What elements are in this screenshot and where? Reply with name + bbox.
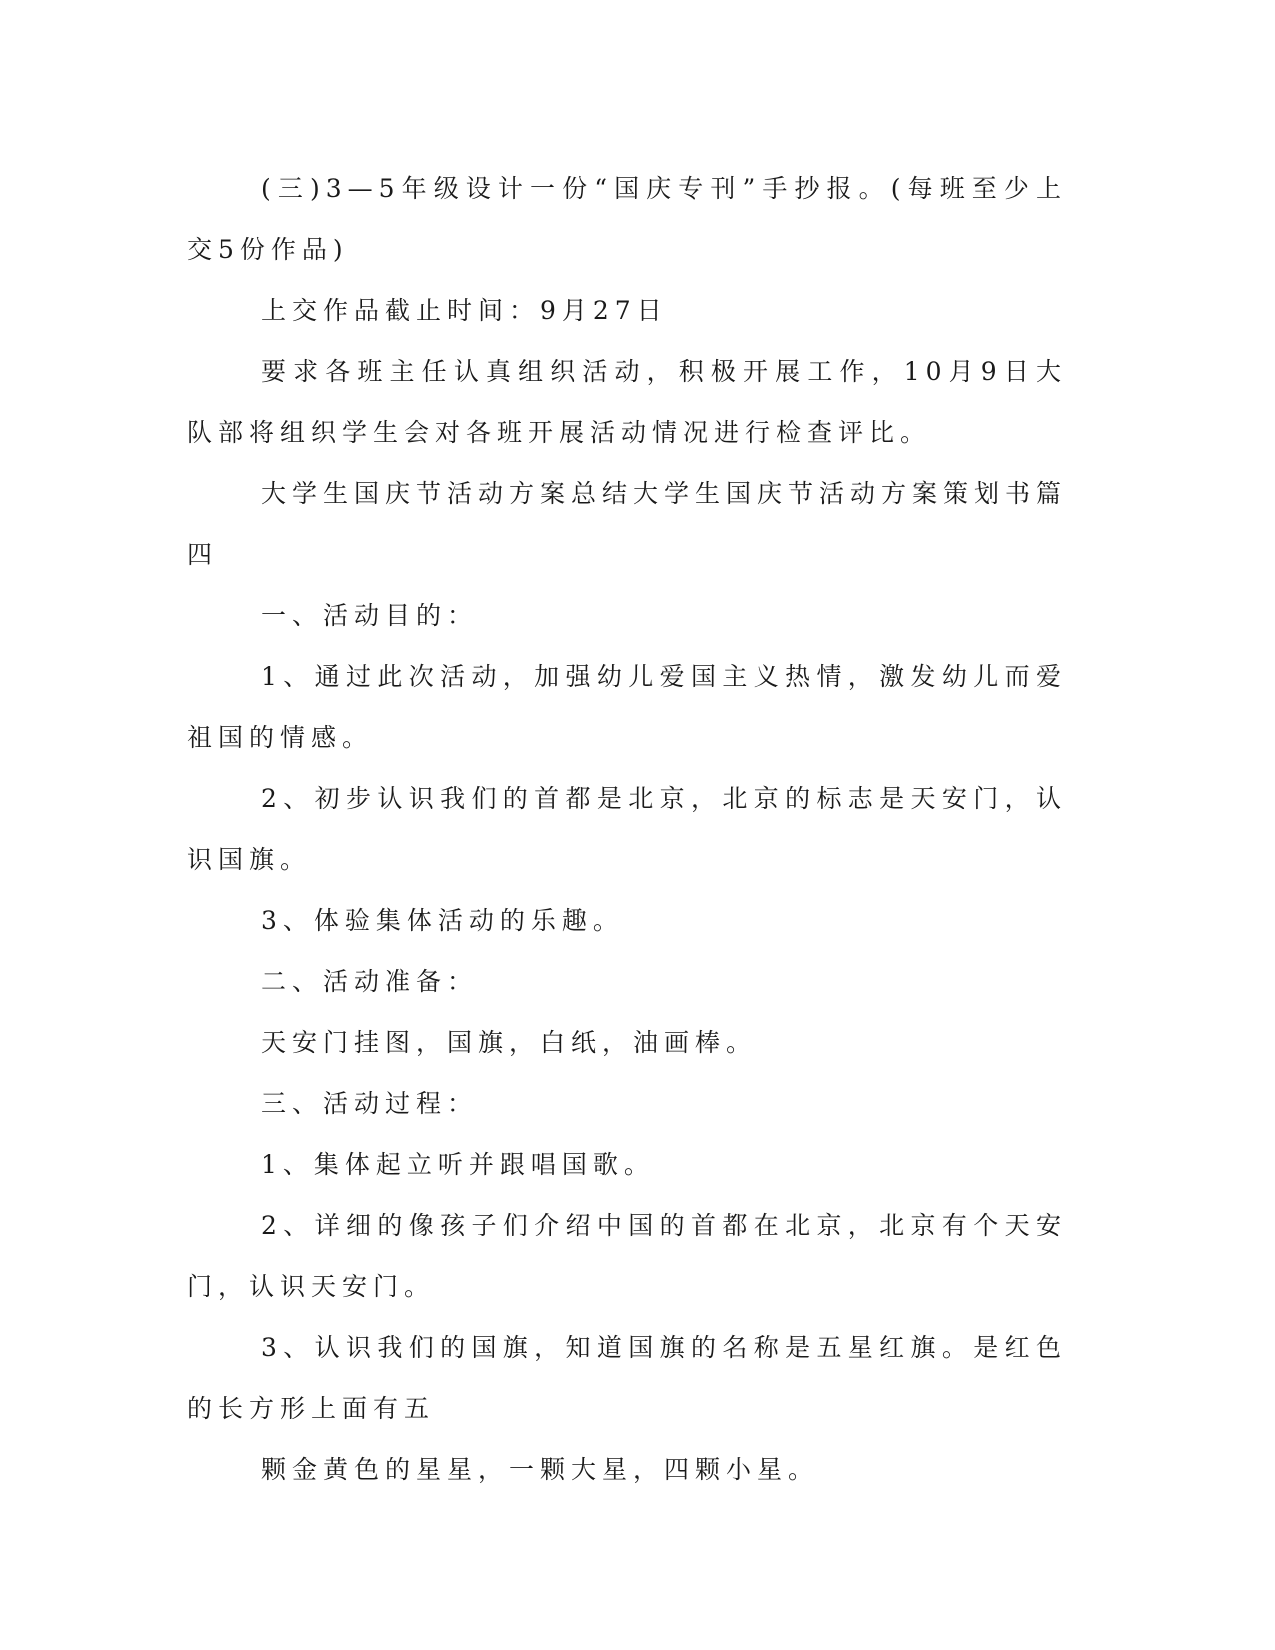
document-body <box>187 158 1067 1500</box>
list-item-process-3: 3、认识我们的国旗，知道国旗的名称是五星红旗。是红色的长方形上面有五 <box>187 1333 1067 1423</box>
list-item-purpose-3: 3、体验集体活动的乐趣。 <box>261 906 624 935</box>
list-item-process-2: 2、详细的像孩子们介绍中国的首都在北京，北京有个天安门，认识天安门。 <box>187 1211 1067 1301</box>
paragraph-3: 要求各班主任认真组织活动，积极开展工作，10月9日大队部将组织学生会对各班开展活动情况进行检查评比。 <box>187 357 1067 447</box>
list-item-process-1: 1、集体起立听并跟唱国歌。 <box>261 1150 655 1179</box>
section-heading-preparation: 二、活动准备： <box>261 967 479 996</box>
section-heading-title: 大学生国庆节活动方案总结大学生国庆节活动方案策划书篇四 <box>187 479 1068 569</box>
paragraph-1: (三)3—5年级设计一份“国庆专刊”手抄报。(每班至少上交5份作品) <box>187 174 1067 264</box>
preparation-text: 天安门挂图，国旗，白纸，油画棒。 <box>261 1028 758 1057</box>
paragraph-continuation: 颗金黄色的星星，一颗大星，四颗小星。 <box>261 1455 820 1484</box>
list-item-purpose-2: 2、初步认识我们的首都是北京，北京的标志是天安门，认识国旗。 <box>187 784 1067 874</box>
paragraph-2: 上交作品截止时间：9月27日 <box>261 296 668 325</box>
list-item-purpose-1: 1、通过此次活动，加强幼儿爱国主义热情，激发幼儿而爱祖国的情感。 <box>187 662 1067 752</box>
section-heading-purpose: 一、活动目的： <box>261 601 479 630</box>
section-heading-process: 三、活动过程： <box>261 1089 479 1118</box>
